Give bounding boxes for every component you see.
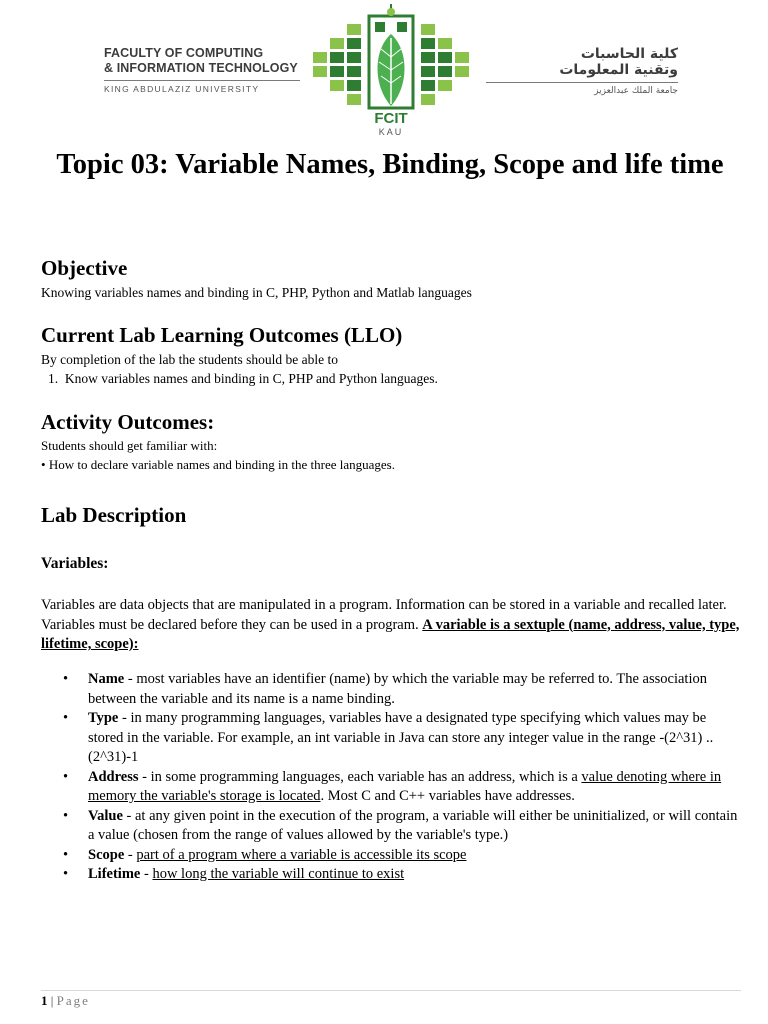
description: - at any given point in the execution of the program, a variable will either be uninitialized, or will contain a value (chosen from the range of values allowed by the variable's type.) — [88, 807, 738, 843]
logo-subtext: KAU — [378, 127, 404, 137]
faculty-ar-line2: وتقنية المعلومات — [559, 62, 678, 78]
term: Value — [88, 807, 123, 824]
description-after: . Most C and C++ variables have addresses. — [320, 788, 575, 804]
activity-item — [41, 457, 395, 473]
divider — [486, 82, 678, 83]
variables-subheading: Variables: — [41, 555, 109, 572]
page-header — [96, 0, 678, 140]
page-separator: | — [47, 993, 57, 1008]
faculty-name-arabic — [482, 46, 678, 96]
faculty-en-line1: FACULTY OF COMPUTING — [104, 46, 264, 60]
list-item — [41, 846, 741, 866]
fcit-logo — [311, 2, 471, 137]
university-name-english: KING ABDULAZIZ UNIVERSITY — [104, 84, 260, 94]
list-item — [41, 768, 741, 807]
llo-item-text: Know variables names and binding in C, PHP and Python languages. — [64, 371, 438, 386]
activity-item-text: How to declare variable names and binding in the three languages. — [48, 457, 395, 472]
faculty-en-line2: & INFORMATION TECHNOLOGY — [104, 61, 298, 75]
paragraph-text: Variables are data objects that are manipulated in a program. Information can be stored in a variable and recalled later. Variables must be declared before they can be used in a program. — [41, 597, 727, 633]
bullet-icon: • — [63, 866, 69, 882]
list-item — [41, 709, 741, 768]
llo-item — [48, 371, 438, 387]
paragraph-emphasis: A variable is a sextuple (name, address, value, type, lifetime, scope): — [41, 616, 740, 652]
llo-intro: By completion of the lab the students should be able to — [41, 352, 338, 367]
objective-heading: Objective — [41, 256, 128, 280]
university-name-arabic: جامعة الملك عبدالعزيز — [594, 86, 678, 96]
llo-item-number: 1. — [48, 371, 65, 386]
variables-paragraph — [41, 596, 741, 655]
term: Address — [88, 768, 139, 785]
bullet-icon: • — [63, 846, 69, 863]
faculty-ar-line1: كلية الحاسبات — [580, 46, 678, 62]
page-footer — [41, 990, 741, 1009]
bullet-icon: • — [63, 671, 69, 687]
underlined-phrase: part of a program where a variable is accessible its scope — [136, 846, 467, 863]
llo-heading: Current Lab Learning Outcomes (LLO) — [41, 323, 403, 347]
list-item — [41, 865, 741, 885]
document-title: Topic 03: Variable Names, Binding, Scope and life time — [56, 149, 724, 180]
lab-description-heading: Lab Description — [41, 503, 187, 527]
logo-text: FCIT — [374, 110, 408, 127]
page-label: Page — [56, 993, 90, 1008]
faculty-name-english — [104, 46, 304, 94]
page-number: 1 — [41, 993, 48, 1008]
underlined-phrase: how long the variable will continue to exist — [152, 866, 405, 882]
divider — [104, 80, 300, 81]
bullet-icon: • — [41, 457, 49, 472]
term: Type — [88, 710, 119, 726]
description: - most variables have an identifier (name) by which the variable may be referred to. The association between the variable and its name is a name binding. — [88, 671, 707, 707]
term: Scope — [88, 846, 125, 863]
activity-heading: Activity Outcomes: — [41, 410, 215, 434]
description: - in some programming languages, each variable has an address, which is a — [138, 768, 582, 785]
bullet-icon: • — [63, 807, 69, 824]
term: Lifetime — [88, 866, 141, 882]
description: - — [124, 846, 137, 863]
objective-text: Knowing variables names and binding in C, PHP, Python and Matlab languages — [41, 285, 472, 300]
activity-intro: Students should get familiar with: — [41, 438, 218, 453]
variable-attributes-list — [41, 670, 741, 885]
underlined-phrase: value denoting where in memory the variable's storage is located — [88, 768, 722, 804]
list-item — [41, 807, 741, 846]
description: - in many programming languages, variables have a designated type specifying which values may be stored in the variable. For example, an int variable in Java can store any integer value in the range -(2^31) .. (2^31)-1 — [88, 710, 714, 765]
term: Name — [88, 671, 125, 687]
description: - — [140, 866, 153, 882]
list-item — [41, 670, 741, 709]
bullet-icon: • — [63, 768, 69, 785]
bullet-icon: • — [63, 710, 69, 726]
